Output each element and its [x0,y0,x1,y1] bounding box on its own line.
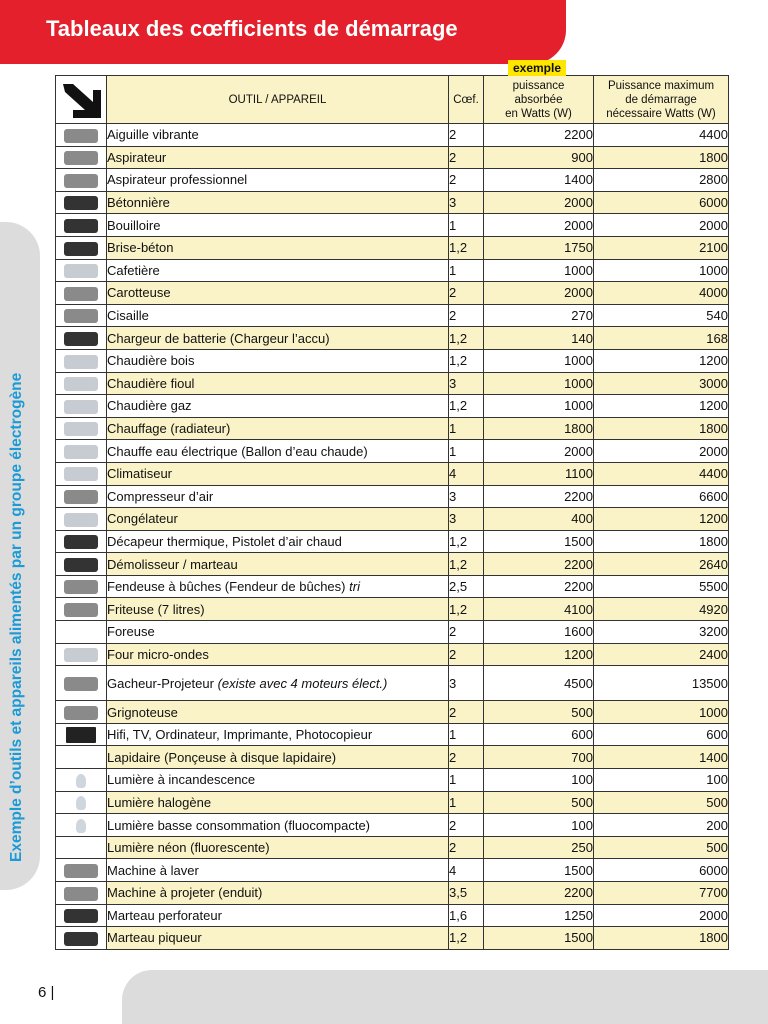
tool-name: Cisaille [107,304,449,327]
power-value: 4100 [484,598,594,621]
tool-note: tri [349,579,360,595]
start-power-value: 13500 [594,666,729,701]
start-power-value: 7700 [594,882,729,905]
page-title: Tableaux des cœfficients de démarrage [46,16,458,41]
row-icon-cell [56,723,107,746]
start-power-value: 3200 [594,621,729,644]
power-value: 140 [484,327,594,350]
heat-gun-icon [64,535,98,549]
battery-charger-icon [64,332,98,346]
power-value: 1000 [484,395,594,418]
example-badge: exemple [508,60,566,76]
coef-value: 2 [449,701,484,724]
tool-name: Lapidaire (Ponçeuse à disque lapidaire) [107,746,449,769]
power-value: 100 [484,769,594,792]
table-row [56,598,729,621]
table-row [56,701,729,724]
power-value: 1250 [484,904,594,927]
table-row [56,191,729,214]
boiler-icon [64,355,98,369]
start-power-value: 2000 [594,214,729,237]
corner-arrow [56,76,107,124]
coef-value: 1,2 [449,349,484,372]
bulb-icon [76,774,86,788]
row-icon-cell [56,485,107,508]
vacuum-pro-icon [64,174,98,188]
coef-value: 1 [449,723,484,746]
power-value: 1200 [484,643,594,666]
shears-icon [64,309,98,323]
water-heater-icon [64,445,98,459]
coef-value: 2 [449,814,484,837]
power-value: 700 [484,746,594,769]
tool-name: Lumière à incandescence [107,769,449,792]
power-value: 4500 [484,666,594,701]
tool-name: Chaudière fioul [107,372,449,395]
start-power-value: 1000 [594,259,729,282]
row-icon-cell [56,508,107,531]
side-label: Exemple d’outils et appareils alimentés par un groupe électrogène [8,372,25,862]
tool-note: (existe avec 4 moteurs élect.) [217,675,388,691]
power-value: 400 [484,508,594,531]
row-icon-cell [56,530,107,553]
table-row [56,327,729,350]
table-row [56,723,729,746]
power-value: 1500 [484,530,594,553]
power-value: 1600 [484,621,594,644]
tool-name: Machine à laver [107,859,449,882]
power-value: 1000 [484,349,594,372]
plaster-sprayer-icon [64,887,98,901]
table-row [56,214,729,237]
header-start-power [594,76,729,124]
table-row [56,282,729,305]
cfl-bulb-icon [76,819,86,833]
tool-name: Brise-béton [107,236,449,259]
coef-value: 4 [449,859,484,882]
table-row [56,417,729,440]
washing-machine-icon [64,864,98,878]
microwave-icon [64,648,98,662]
page-number: 6 | [38,984,55,1001]
start-power-value: 200 [594,814,729,837]
rotary-hammer-icon [64,909,98,923]
row-icon-cell [56,553,107,576]
fryer-icon [64,603,98,617]
row-icon-cell [56,214,107,237]
power-value: 2000 [484,282,594,305]
coef-value: 2,5 [449,575,484,598]
coef-value: 2 [449,169,484,192]
tool-name: Foreuse [107,621,449,644]
start-power-value: 4920 [594,598,729,621]
tool-name: Gacheur-Projeteur (existe avec 4 moteurs élect.) [107,666,449,701]
tool-name: Lumière halogène [107,791,449,814]
coef-value: 2 [449,746,484,769]
power-value: 1000 [484,259,594,282]
coef-value: 1,2 [449,395,484,418]
coef-value: 4 [449,462,484,485]
start-power-value: 2100 [594,236,729,259]
power-value: 1000 [484,372,594,395]
coef-value: 1 [449,259,484,282]
power-value: 2000 [484,214,594,237]
start-power-value: 168 [594,327,729,350]
start-power-value: 500 [594,836,729,859]
power-value: 1500 [484,927,594,950]
table-row [56,440,729,463]
start-power-value: 540 [594,304,729,327]
start-power-value: 1800 [594,530,729,553]
power-value: 2000 [484,440,594,463]
breaker-icon [64,242,98,256]
tool-name: Chaudière gaz [107,395,449,418]
row-icon-cell [56,146,107,169]
table-row [56,395,729,418]
arrow-down-right-icon [59,80,103,120]
vibrating-needle-icon [64,129,98,143]
row-icon-cell [56,169,107,192]
tool-name: Lumière néon (fluorescente) [107,836,449,859]
table-row [56,508,729,531]
coef-value: 3 [449,372,484,395]
boiler-icon [64,400,98,414]
coef-value: 2 [449,146,484,169]
row-icon-cell [56,746,107,769]
demolition-hammer-icon [64,558,98,572]
core-drill-icon [64,287,98,301]
table-row [56,859,729,882]
header-start-line2: de démarrage [625,93,697,106]
tool-name: Compresseur d’air [107,485,449,508]
start-power-value: 500 [594,791,729,814]
start-power-value: 1800 [594,417,729,440]
vacuum-icon [64,151,98,165]
start-power-value: 1200 [594,508,729,531]
power-value: 270 [484,304,594,327]
tool-name: Marteau perforateur [107,904,449,927]
tv-icon [66,727,96,743]
coef-value: 1 [449,791,484,814]
nibbler-icon [64,706,98,720]
row-icon-cell [56,836,107,859]
start-power-value: 2000 [594,440,729,463]
start-power-value: 6600 [594,485,729,508]
table-row [56,927,729,950]
power-value: 2200 [484,575,594,598]
tool-name: Décapeur thermique, Pistolet d’air chaud [107,530,449,553]
compressor-icon [64,490,98,504]
header-start-line1: Puissance maximum [607,79,715,92]
log-splitter-icon [64,580,98,594]
table-row [56,485,729,508]
tool-name: Carotteuse [107,282,449,305]
row-icon-cell [56,327,107,350]
header-power-line3: en Watts (W) [505,107,572,120]
row-icon-cell [56,462,107,485]
table-row [56,791,729,814]
row-icon-cell [56,304,107,327]
header-start-line3: nécessaire Watts (W) [606,107,716,120]
power-value: 1400 [484,169,594,192]
table-row [56,304,729,327]
power-value: 100 [484,814,594,837]
row-icon-cell [56,259,107,282]
row-icon-cell [56,859,107,882]
freezer-icon [64,513,98,527]
start-power-value: 2400 [594,643,729,666]
tool-name: Four micro-ondes [107,643,449,666]
tool-name: Grignoteuse [107,701,449,724]
coef-value: 1,2 [449,530,484,553]
start-power-value: 1000 [594,701,729,724]
halogen-icon [76,796,86,810]
table-row [56,349,729,372]
start-power-value: 5500 [594,575,729,598]
power-value: 250 [484,836,594,859]
table-row [56,146,729,169]
power-value: 1750 [484,236,594,259]
coef-value: 2 [449,836,484,859]
tool-name: Lumière basse consommation (fluocompacte) [107,814,449,837]
power-value: 600 [484,723,594,746]
coef-value: 2 [449,643,484,666]
coef-value: 3 [449,485,484,508]
coef-value: 1,2 [449,236,484,259]
coffee-maker-icon [64,264,98,278]
row-icon-cell [56,417,107,440]
table-row [56,372,729,395]
footer-bar [122,970,768,1024]
row-icon-cell [56,882,107,905]
start-power-value: 2000 [594,904,729,927]
tool-name: Aspirateur [107,146,449,169]
start-power-value: 1200 [594,395,729,418]
row-icon-cell [56,666,107,701]
tool-name: Marteau piqueur [107,927,449,950]
table-row [56,575,729,598]
table-row [56,643,729,666]
table-row [56,259,729,282]
table-row [56,666,729,701]
tool-name: Congélateur [107,508,449,531]
tool-name: Hifi, TV, Ordinateur, Imprimante, Photocopieur [107,723,449,746]
power-value: 2200 [484,124,594,147]
mixer-sprayer-icon [64,677,98,691]
row-icon-cell [56,701,107,724]
tool-name: Bouilloire [107,214,449,237]
power-value: 900 [484,146,594,169]
header-power [484,76,594,124]
coef-value: 1 [449,417,484,440]
coef-value: 3 [449,508,484,531]
coef-value: 2 [449,621,484,644]
start-power-value: 1800 [594,146,729,169]
coef-value: 3,5 [449,882,484,905]
power-value: 2200 [484,553,594,576]
table-row [56,746,729,769]
row-icon-cell [56,282,107,305]
power-value: 500 [484,791,594,814]
table-row [56,169,729,192]
power-value: 2200 [484,485,594,508]
air-conditioner-icon [64,467,98,481]
radiator-icon [64,422,98,436]
row-icon-cell [56,395,107,418]
concrete-mixer-icon [64,196,98,210]
table-row [56,836,729,859]
row-icon-cell [56,814,107,837]
tool-name: Chauffe eau électrique (Ballon d’eau chaude) [107,440,449,463]
coef-value: 1 [449,440,484,463]
power-value: 500 [484,701,594,724]
row-icon-cell [56,791,107,814]
tool-name: Fendeuse à bûches (Fendeur de bûches) tri [107,575,449,598]
power-value: 1800 [484,417,594,440]
row-icon-cell [56,598,107,621]
tool-name: Aiguille vibrante [107,124,449,147]
row-icon-cell [56,349,107,372]
coef-value: 1,6 [449,904,484,927]
table-row [56,530,729,553]
table-row [56,904,729,927]
tool-name: Démolisseur / marteau [107,553,449,576]
boiler-icon [64,377,98,391]
row-icon-cell [56,372,107,395]
tool-name: Friteuse (7 litres) [107,598,449,621]
start-power-value: 4400 [594,462,729,485]
table-row [56,236,729,259]
tool-name: Chaudière bois [107,349,449,372]
tool-name: Climatiseur [107,462,449,485]
row-icon-cell [56,191,107,214]
row-icon-cell [56,575,107,598]
coef-value: 2 [449,282,484,305]
tool-name: Machine à projeter (enduit) [107,882,449,905]
coef-value: 2 [449,304,484,327]
coef-value: 1,2 [449,927,484,950]
power-value: 1100 [484,462,594,485]
coef-value: 1,2 [449,598,484,621]
coef-value: 3 [449,191,484,214]
start-power-value: 6000 [594,191,729,214]
coef-value: 3 [449,666,484,701]
start-power-value: 1800 [594,927,729,950]
start-power-value: 4400 [594,124,729,147]
row-icon-cell [56,643,107,666]
tool-name: Bétonnière [107,191,449,214]
header-power-line2: absorbée [514,93,563,106]
start-power-value: 2640 [594,553,729,576]
tool-name: Chauffage (radiateur) [107,417,449,440]
row-icon-cell [56,927,107,950]
start-power-value: 600 [594,723,729,746]
table-row [56,553,729,576]
start-power-value: 1400 [594,746,729,769]
power-value: 2200 [484,882,594,905]
power-value: 2000 [484,191,594,214]
start-power-value: 3000 [594,372,729,395]
row-icon-cell [56,236,107,259]
start-power-value: 4000 [594,282,729,305]
tool-name: Chargeur de batterie (Chargeur l’accu) [107,327,449,350]
kettle-icon [64,219,98,233]
row-icon-cell [56,904,107,927]
table-row [56,882,729,905]
start-power-value: 6000 [594,859,729,882]
start-power-value: 1200 [594,349,729,372]
power-value: 1500 [484,859,594,882]
row-icon-cell [56,621,107,644]
coef-value: 1 [449,769,484,792]
coef-value: 2 [449,124,484,147]
coef-value: 1 [449,214,484,237]
table-row [56,814,729,837]
row-icon-cell [56,769,107,792]
table-row [56,462,729,485]
table-row [56,124,729,147]
header-power-line1: puissance [512,79,565,92]
table-row [56,621,729,644]
coef-value: 1,2 [449,553,484,576]
tool-name: Cafetière [107,259,449,282]
table-row [56,769,729,792]
header-coef: Cœf. [449,76,484,124]
tool-name: Aspirateur professionnel [107,169,449,192]
coefficients-table [55,75,729,950]
row-icon-cell [56,124,107,147]
jackhammer-icon [64,932,98,946]
header-tool: OUTIL / APPAREIL [107,76,449,124]
start-power-value: 2800 [594,169,729,192]
start-power-value: 100 [594,769,729,792]
coef-value: 1,2 [449,327,484,350]
row-icon-cell [56,440,107,463]
